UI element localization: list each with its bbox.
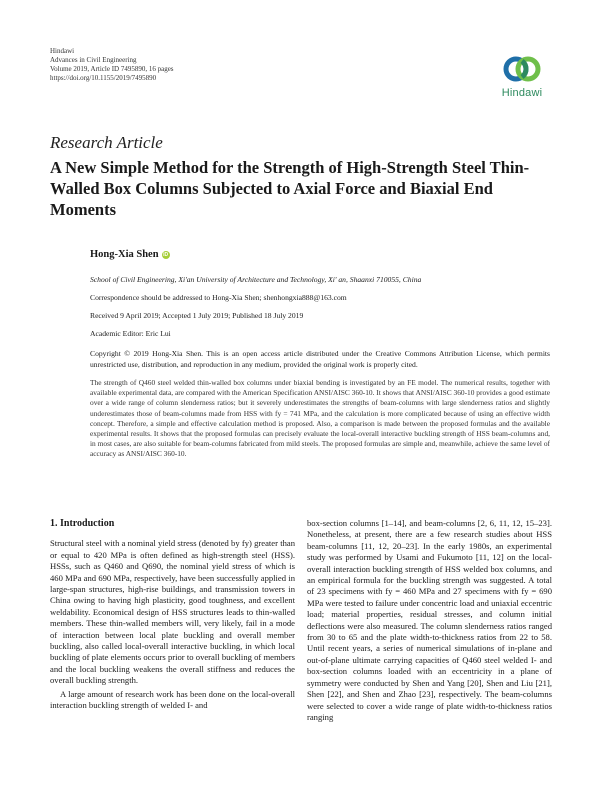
orcid-icon[interactable]: iD [163, 251, 169, 258]
volume-info: Volume 2019, Article ID 7495890, 16 pages [50, 65, 174, 73]
publication-dates: Received 9 April 2019; Accepted 1 July 2019; Published 18 July 2019 [90, 311, 304, 320]
section-heading: 1. Introduction [50, 518, 115, 529]
intro-paragraph-1: Structural steel with a nominal yield stress (denoted by fy) greater than or equal to 420 MPa is often defined as high-strength steel (HSS). HSSs, such as Q460 and Q690, the nominal yield stress of which is 460 MPa and 690 MPa, respectively, have been successfully applied in large-span structures, high-rise buildings, and transmission towers in China owing to having high plasticity, good toughness, and excellent weldability. Economical design of HSS structures leads to thin-walled members. These thin-walled members will, very likely, fail in a mode of interaction between local plate buckling and overall member buckling, also called local-overall interactive buckling, in which local buckling of plate elements occurs prior to overall buckling of members and the local buckling weakens the overall stiffness and reduces the overall buckling strength. [50, 538, 295, 686]
doi-link[interactable]: https://doi.org/10.1155/2019/7495890 [50, 74, 157, 82]
right-column [307, 518, 552, 723]
correspondence: Correspondence should be addressed to Hong-Xia Shen; shenhongxia888@163.com [90, 293, 347, 302]
journal-info [50, 47, 174, 83]
author-line [90, 249, 170, 260]
journal-name: Advances in Civil Engineering [50, 56, 137, 64]
logo-text: Hindawi [501, 87, 543, 99]
publisher-name: Hindawi [50, 47, 75, 55]
intro-paragraph-2: A large amount of research work has been done on the local-overall interaction buckling strength of welded I- and [50, 688, 295, 711]
affiliation: School of Civil Engineering, Xi'an University of Architecture and Technology, Xi' an, Shaanxi 710055, China [90, 275, 422, 284]
article-type: Research Article [50, 133, 163, 152]
abstract: The strength of Q460 steel welded thin-walled box columns under biaxial bending is investigated by an FE model. The numerical results, together with available experimental data, are compared with the American Specification ANSI/AISC 360-10. It shows that ANSI/AISC 360-10 provides a good estimate over a wide range of column slenderness ratios; but it severely underestimates the strengths of beam-columns with large slenderness ratios and slightly underestimates those of beam-columns made from HSS with fy = 741 MPa, and the calculation is more complicated because of using an effective width concept. Therefore, a simple and effective calculation method is proposed. Also, a comparison is made between the proposed formulas and the available experimental results. It shows that the proposed formulas can precisely evaluate the local-overall interactive buckling strength of HSS beam-columns and, in most cases, are also suitable for beam-columns fabricated from mild steels. The proposed formulas are simple and, meanwhile, achieve the same level of accuracy as ANSI/AISC 360-10. [90, 378, 550, 459]
author-name[interactable]: Hong-Xia Shen [90, 249, 159, 260]
copyright-notice: Copyright © 2019 Hong-Xia Shen. This is an open access article distributed under the Creative Commons Attribution License, which permits unrestricted use, distribution, and reproduction in any medium, provided the original work is properly cited. [90, 349, 550, 369]
hindawi-logo-icon [502, 52, 542, 86]
paper-title: A New Simple Method for the Strength of High-Strength Steel Thin-Walled Box Columns Subjected to Axial Force and Biaxial End Moments [50, 158, 530, 219]
left-column [50, 518, 295, 712]
hindawi-logo [494, 52, 550, 104]
intro-paragraph-continued: box-section columns [1–14], and beam-columns [2, 6, 11, 12, 15–23]. Nonetheless, at present, there are a few research studies about HSS beam-columns [11, 12, 20–23]. In the early 1980s, an experimental study was performed by Usami and Fukumoto [11, 12] on the local-overall interaction buckling strength of HSS welded box columns, and an empirical formula for the buckling strength was suggested. A total of 23 specimens with fy = 460 MPa and 27 specimens with fy = 690 MPa were tested to failure under concentric load and uniaxial eccentric load; material properties, residual stresses, and column initial deflections were also measured. The column slenderness ratios ranged from 30 to 65 and the plate width-to-thickness ratios from 22 to 58. Until recent years, a series of numerical simulations of in-plane and out-of-plane ultimate carrying capacities of Q460 steel welded I- and box-section columns loaded with an eccentricity in a plane of symmetry were conducted by Shen and Yang [20], Shen and Liu [21], Shen [22], and Shen and Zhao [23], respectively. The beam-columns were selected to cover a wide range of plate width-to-thickness ratios ranging [307, 518, 552, 722]
academic-editor: Academic Editor: Eric Lui [90, 329, 171, 338]
